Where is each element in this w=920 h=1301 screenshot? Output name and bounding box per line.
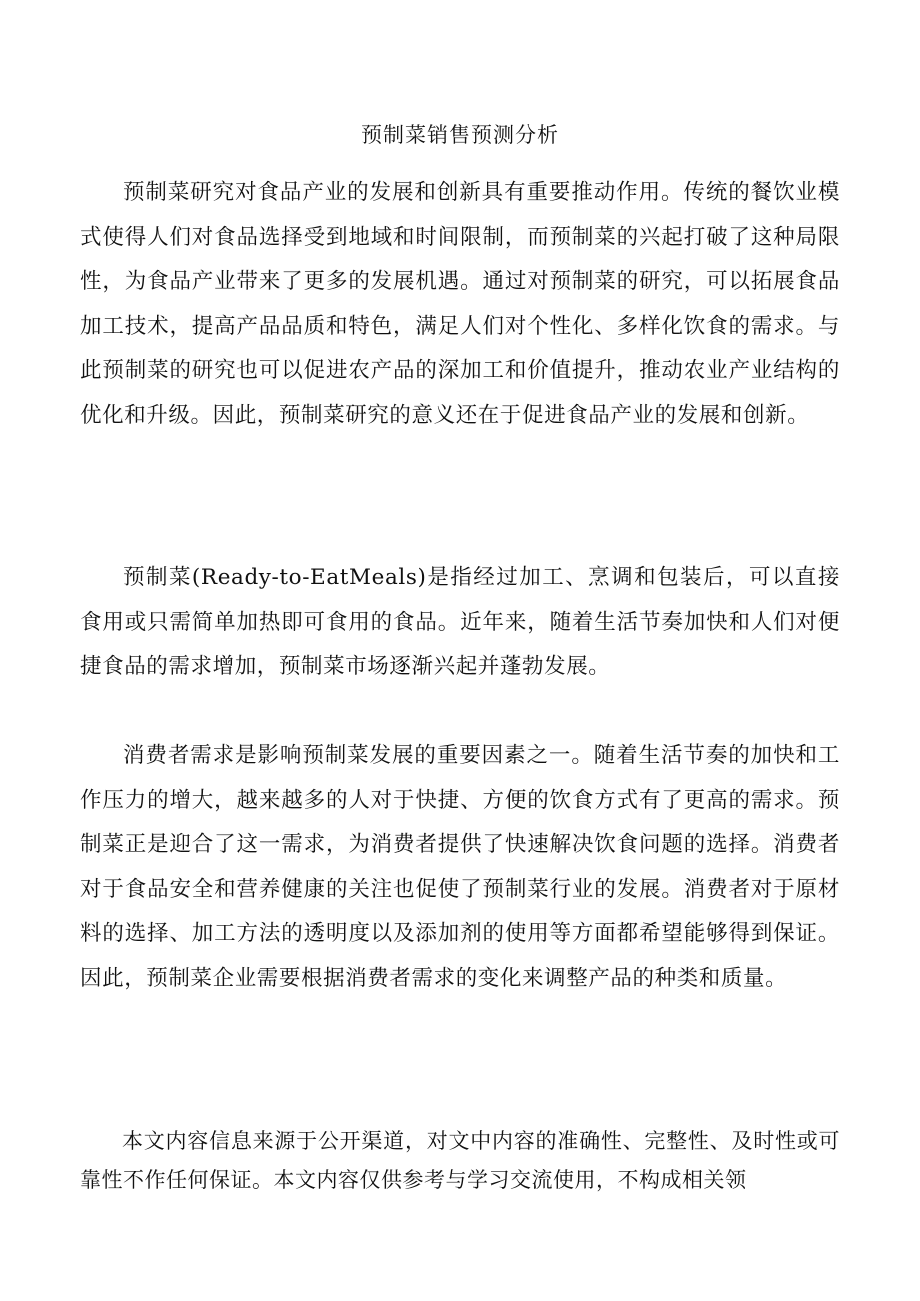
document-title: 预制菜销售预测分析: [361, 123, 559, 147]
paragraph-definition: 预制菜(Ready-to-EatMeals)是指经过加工、烹调和包装后，可以直接食用或只需简单加热即可食用的食品。近年来，随着生活节奏加快和人们对便捷食品的需求增加，预制菜市场逐渐兴起并蓬勃发展。: [80, 565, 840, 679]
paragraph-consumer-demand: 消费者需求是影响预制菜发展的重要因素之一。随着生活节奏的加快和工作压力的增大，越来越多的人对于快捷、方便的饮食方式有了更高的需求。预制菜正是迎合了这一需求，为消费者提供了快速解决饮食问题的选择。消费者对于食品安全和营养健康的关注也促使了预制菜行业的发展。消费者对于原材料的选择、加工方法的透明度以及添加剂的使用等方面都希望能够得到保证。因此，预制菜企业需要根据消费者需求的变化来调整产品的种类和质量。: [80, 743, 840, 991]
paragraph-research-significance: 预制菜研究对食品产业的发展和创新具有重要推动作用。传统的餐饮业模式使得人们对食品选择受到地域和时间限制，而预制菜的兴起打破了这种局限性，为食品产业带来了更多的发展机遇。通过对预制菜的研究，可以拓展食品加工技术，提高产品品质和特色，满足人们对个性化、多样化饮食的需求。与此预制菜的研究也可以促进农产品的深加工和价值提升，推动农业产业结构的优化和升级。因此，预制菜研究的意义还在于促进食品产业的发展和创新。: [80, 180, 840, 428]
disclaimer-text: 本文内容信息来源于公开渠道，对文中内容的准确性、完整性、及时性或可靠性不作任何保证。本文内容仅供参考与学习交流使用，不构成相关领: [80, 1129, 840, 1192]
